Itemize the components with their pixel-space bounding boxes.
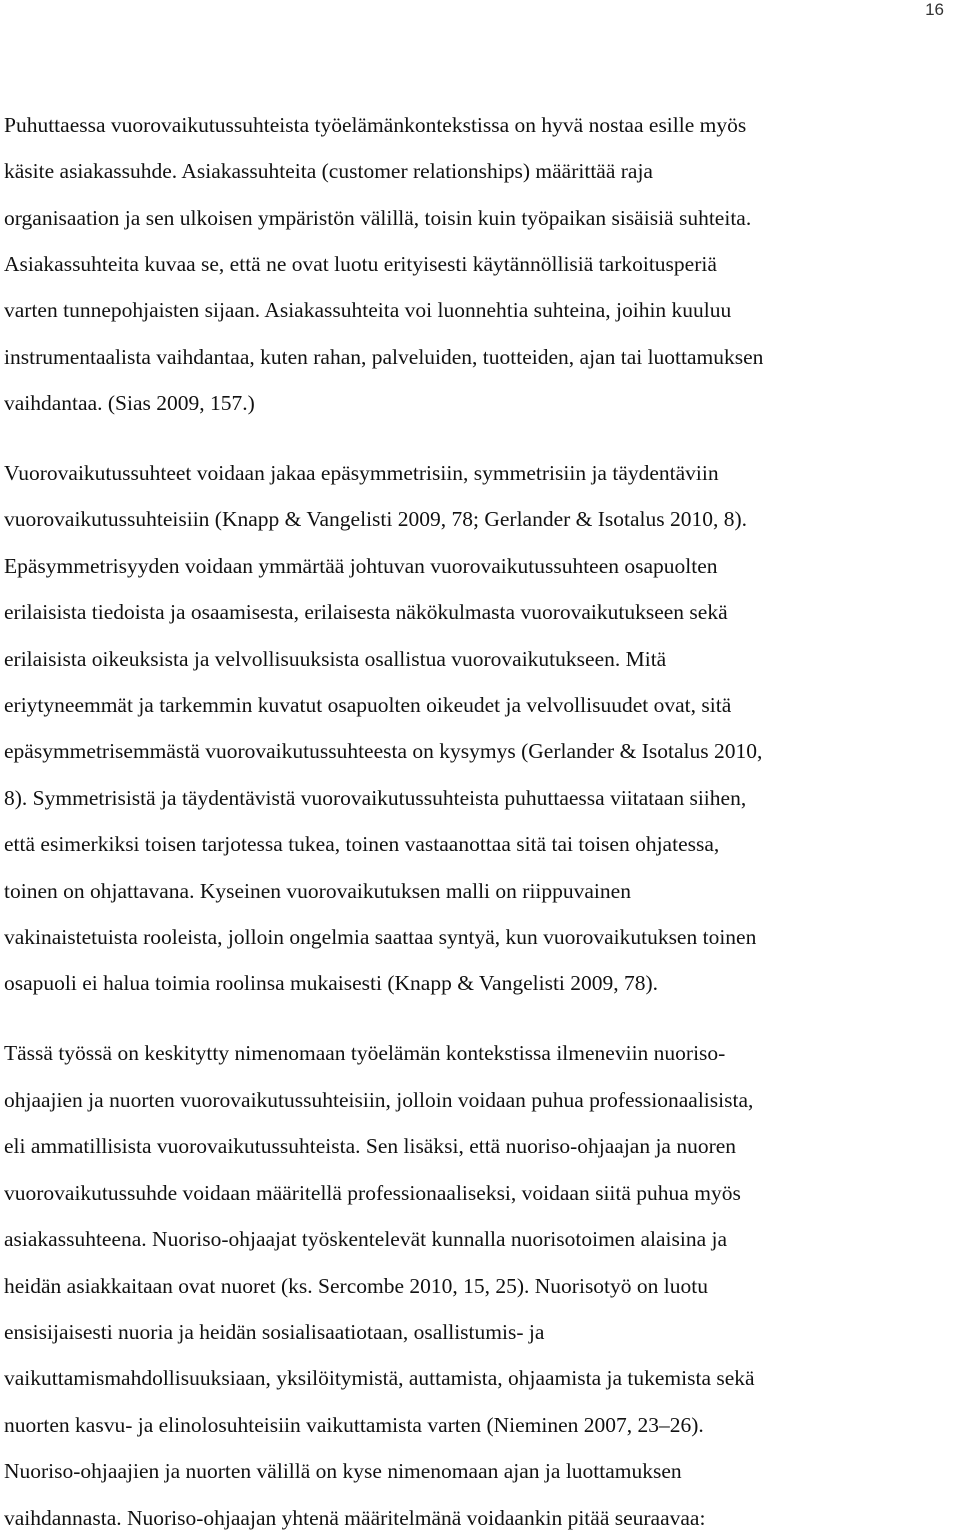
text-line: Epäsymmetrisyyden voidaan ymmärtää johtuvan vuorovaikutussuhteen osapuolten	[4, 554, 718, 578]
text-line: varten tunnepohjaisten sijaan. Asiakassuhteita voi luonnehtia suhteina, joihin kuuluu	[4, 298, 732, 322]
text-line: Asiakassuhteita kuvaa se, että ne ovat luotu erityisesti käytännöllisiä tarkoitusperiä	[4, 252, 717, 276]
page-number: 16	[925, 0, 944, 19]
text-line: Nuoriso-ohjaajien ja nuorten välillä on kyse nimenomaan ajan ja luottamuksen	[4, 1459, 682, 1483]
text-line: asiakassuhteena. Nuoriso-ohjaajat työskentelevät kunnalla nuorisotoimen alaisina ja	[4, 1227, 728, 1251]
text-line: nuorten kasvu- ja elinolosuhteisiin vaikuttamista varten (Nieminen 2007, 23–26).	[4, 1413, 704, 1437]
text-line: Tässä työssä on keskitytty nimenomaan työelämän kontekstissa ilmeneviin nuoriso-	[4, 1041, 726, 1065]
text-line: eriytyneemmät ja tarkemmin kuvatut osapuolten oikeudet ja velvollisuudet ovat, sitä	[4, 693, 732, 717]
text-line: epäsymmetrisemmästä vuorovaikutussuhteesta on kysymys (Gerlander & Isotalus 2010,	[4, 739, 763, 763]
text-line: erilaisista tiedoista ja osaamisesta, erilaisesta näkökulmasta vuorovaikutukseen sekä	[4, 600, 728, 624]
text-line: 8). Symmetrisistä ja täydentävistä vuorovaikutussuhteista puhuttaessa viitataan siihen,	[4, 786, 747, 810]
text-line: heidän asiakkaitaan ovat nuoret (ks. Sercombe 2010, 15, 25). Nuorisotyö on luotu	[4, 1274, 708, 1298]
text-line: toinen on ohjattavana. Kyseinen vuorovaikutuksen malli on riippuvainen	[4, 879, 631, 903]
text-line: vaihdantaa. (Sias 2009, 157.)	[4, 391, 255, 415]
text-line: ohjaajien ja nuorten vuorovaikutussuhteisiin, jolloin voidaan puhua professionaalisista,	[4, 1088, 754, 1112]
text-line: Vuorovaikutussuhteet voidaan jakaa epäsymmetrisiin, symmetrisiin ja täydentäviin	[4, 461, 719, 485]
text-line: vuorovaikutussuhde voidaan määritellä professionaaliseksi, voidaan siitä puhua myös	[4, 1181, 741, 1205]
text-line: vakinaistetuista rooleista, jolloin ongelmia saattaa syntyä, kun vuorovaikutuksen toinen	[4, 925, 757, 949]
text-line: vaikuttamismahdollisuuksiaan, yksilöitymistä, auttamista, ohjaamista ja tukemista sekä	[4, 1366, 755, 1390]
text-line: Puhuttaessa vuorovaikutussuhteista työelämänkontekstissa on hyvä nostaa esille myös	[4, 113, 747, 137]
text-line: vaihdannasta. Nuoriso-ohjaajan yhtenä määritelmänä voidaankin pitää seuraavaa:	[4, 1506, 706, 1530]
text-line: erilaisista oikeuksista ja velvollisuuksista osallistua vuorovaikutukseen. Mitä	[4, 647, 667, 671]
text-line: että esimerkiksi toisen tarjotessa tukea, toinen vastaanottaa sitä tai toisen ohjatessa,	[4, 832, 720, 856]
text-line: käsite asiakassuhde. Asiakassuhteita (customer relationships) määrittää raja	[4, 159, 653, 183]
text-line: osapuoli ei halua toimia roolinsa mukaisesti (Knapp & Vangelisti 2009, 78).	[4, 971, 659, 995]
text-line: eli ammatillisista vuorovaikutussuhteista. Sen lisäksi, että nuoriso-ohjaajan ja nuoren	[4, 1134, 737, 1158]
text-line: vuorovaikutussuhteisiin (Knapp & Vangelisti 2009, 78; Gerlander & Isotalus 2010, 8).	[4, 507, 748, 531]
text-line: instrumentaalista vaihdantaa, kuten rahan, palveluiden, tuotteiden, ajan tai luottamuksen	[4, 345, 764, 369]
text-line: ensisijaisesti nuoria ja heidän sosialisaatiotaan, osallistumis- ja	[4, 1320, 545, 1344]
text-line: organisaation ja sen ulkoisen ympäristön välillä, toisin kuin työpaikan sisäisiä suhteita.	[4, 206, 752, 230]
